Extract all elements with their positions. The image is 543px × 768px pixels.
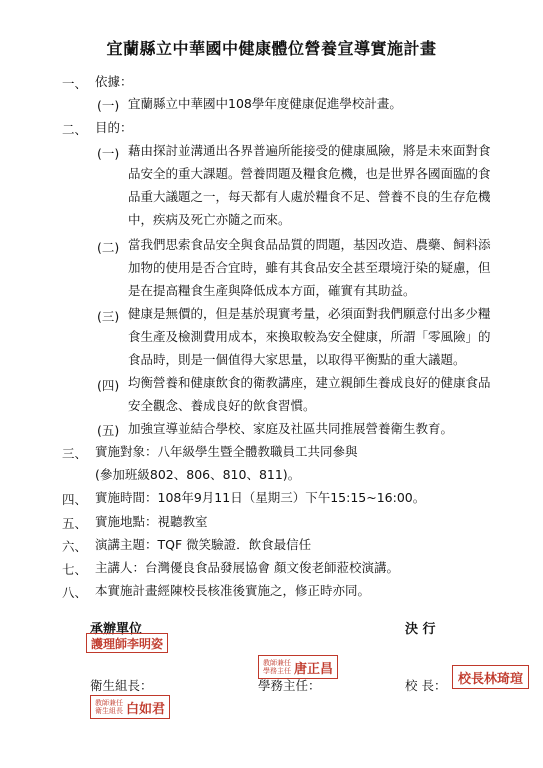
section-1-1-text: 宜蘭縣立中華國中108學年度健康促進學校計畫。 [128, 96, 402, 111]
section-6-text: 演講主題：TQF 微笑驗證．飲食最信任 [95, 537, 312, 552]
paragraph-line: 品安全的重大課題。營養問題及糧食危機，也是世界各國面臨的食 [128, 166, 491, 181]
paragraph-line: 中，疾病及死亡亦隨之而來。 [128, 212, 291, 227]
organizer-label: 承辦單位 [90, 622, 143, 637]
section-7-number: 七、 [62, 562, 88, 577]
section-4-number: 四、 [62, 492, 88, 507]
document-title: 宜蘭縣立中華國中健康體位營養宣導實施計畫 [106, 39, 437, 58]
section-8-text: 本實施計畫經陳校長核准後實施之，修正時亦同。 [95, 583, 371, 598]
section-5-text: 實施地點：視聽教室 [95, 514, 208, 529]
section-2-3-paragraph [128, 302, 491, 371]
section-2-4-paragraph [128, 371, 491, 417]
section-2-2-number: (二) [97, 240, 120, 255]
paragraph-line: 當我們思索食品安全與食品品質的問題，基因改造、農藥、飼料添 [128, 237, 491, 252]
paragraph-line: 食品時，則是一個值得大家思量，以取得平衡點的重大議題。 [128, 352, 466, 367]
paragraph-line: 健康是無價的，但是基於現實考量，必須面對我們願意付出多少糧 [128, 306, 491, 321]
section-2-1-number: (一) [97, 146, 120, 161]
section-4-text: 實施時間：108年9月11日（星期三）下午15:15~16:00。 [95, 490, 426, 505]
academic-director-stamp [258, 655, 338, 679]
paragraph-line: 藉由探討並溝通出各界普遍所能接受的健康風險，將是未來面對食 [128, 143, 491, 158]
section-2-5-number: (五) [97, 423, 120, 438]
health-stamp-title: 教師兼任 衛生組長 [95, 699, 123, 715]
section-7-text: 主講人：台灣優良食品發展協會 顏文俊老師蒞校演講。 [95, 560, 399, 575]
section-2-4-number: (四) [97, 378, 120, 393]
section-2-5-text: 加強宣導並結合學校、家庭及社區共同推展營養衛生教育。 [128, 421, 454, 436]
section-2-number: 二、 [62, 122, 88, 137]
section-2-2-paragraph [128, 233, 491, 302]
section-3-number: 三、 [62, 446, 88, 461]
academic-stamp-title: 教師兼任 學務主任 [263, 659, 291, 675]
paragraph-line: 是在提高糧食生產與降低成本方面，確實有其助益。 [128, 283, 416, 298]
section-1-number: 一、 [62, 76, 88, 91]
section-6-number: 六、 [62, 539, 88, 554]
academic-stamp-name: 唐正昌 [294, 661, 334, 677]
approve-label: 決 行 [405, 622, 436, 637]
section-3-text-continued: (參加班級802、806、810、811)。 [95, 467, 301, 482]
section-8-number: 八、 [62, 585, 88, 600]
section-2-3-number: (三) [97, 309, 120, 324]
section-1-label: 依據： [95, 74, 133, 89]
paragraph-line: 品重大議題之一，每天都有人處於糧食不足、營養不良的生存危機 [128, 189, 491, 204]
paragraph-line: 安全觀念、養成良好的飲食習慣。 [128, 398, 316, 413]
paragraph-line: 加物的使用是否合宜時，雖有其食品安全甚至環境汙染的疑慮，但 [128, 260, 491, 275]
section-1-1-number: (一) [97, 98, 120, 113]
section-2-1-paragraph [128, 139, 491, 231]
principal-label: 校 長： [405, 678, 447, 693]
paragraph-line: 食生產及檢測費用成本，來換取較為安全健康，所謂「零風險」的 [128, 329, 491, 344]
section-5-number: 五、 [62, 516, 88, 531]
section-2-label: 目的： [95, 120, 133, 135]
principal-stamp: 校長林琦瑄 [452, 665, 529, 689]
academic-director-label: 學務主任： [258, 678, 321, 693]
health-chief-label: 衛生組長： [90, 678, 153, 693]
paragraph-line: 均衡營養和健康飲食的衛教講座，建立親師生養成良好的健康食品 [128, 375, 491, 390]
health-stamp-name: 白如君 [126, 701, 166, 717]
organizer-stamp: 護理師李明姿 [86, 633, 168, 653]
section-3-text: 實施對象：八年級學生暨全體教職員工共同參與 [95, 444, 358, 459]
health-chief-stamp [90, 695, 170, 719]
